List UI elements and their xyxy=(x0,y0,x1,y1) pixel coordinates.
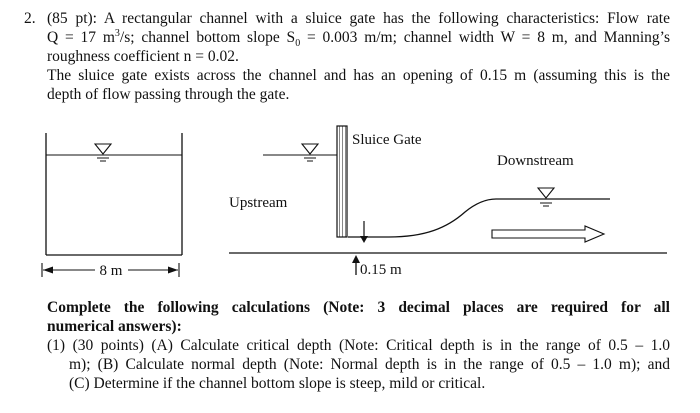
gate-opening-arrow-up xyxy=(352,255,360,263)
water-level-symbol-upstream xyxy=(302,144,318,154)
downstream-label: Downstream xyxy=(497,153,574,169)
task-1-line-3: (C) Determine if the channel bottom slope is steep, mild or critical. xyxy=(69,375,486,392)
task-1-line-1: (1) (30 points) (A) Calculate critical depth (Note: Critical depth is in the range of 0.5 – 1.0 xyxy=(47,337,670,354)
width-manning-text: = 0.003 m/m; channel width W = 8 m, and Manning’s xyxy=(300,29,670,46)
width-label: 8 m xyxy=(99,263,123,279)
width-dimension xyxy=(42,263,179,279)
channel-diagram xyxy=(0,115,700,290)
opening-label: 0.15 m xyxy=(360,262,402,278)
problem-number: 2. xyxy=(24,10,36,27)
flow-rate-text: Q = 17 m xyxy=(47,29,115,46)
channel-cross-section xyxy=(46,133,182,255)
sluice-gate xyxy=(337,126,347,237)
tasks-heading-line-2: numerical answers): xyxy=(47,318,182,335)
upstream-label: Upstream xyxy=(229,195,288,211)
upstream-water xyxy=(263,144,337,161)
gate-label: Sluice Gate xyxy=(352,132,422,148)
problem-line-3: roughness coefficient n = 0.02. xyxy=(47,48,239,65)
slope-subscript: 0 xyxy=(295,38,301,50)
water-level-symbol-cross-section xyxy=(95,144,111,161)
tasks-heading-line-1: Complete the following calculations (Note: 3 decimal places are required for all xyxy=(47,299,670,316)
width-dim-right-arrow xyxy=(168,267,178,274)
problem-line-2 xyxy=(47,27,670,50)
slope-text: /s; channel bottom slope S xyxy=(119,29,296,46)
task-1-line-2: m); (B) Calculate normal depth (Note: Normal depth is in the range of 0.5 – 1.0 m); and xyxy=(69,356,670,373)
problem-line-4: The sluice gate exists across the channel and has an opening of 0.15 m (assuming this is the xyxy=(47,67,670,84)
flow-direction-arrow xyxy=(492,226,604,242)
width-dim-left-arrow xyxy=(43,267,53,274)
problem-line-5: depth of flow passing through the gate. xyxy=(47,86,290,103)
flow-rate-exponent: 3 xyxy=(114,27,120,39)
water-level-symbol-downstream xyxy=(538,188,554,206)
problem-line-1: (85 pt): A rectangular channel with a sluice gate has the following characteristics: Flow rate xyxy=(47,10,670,27)
